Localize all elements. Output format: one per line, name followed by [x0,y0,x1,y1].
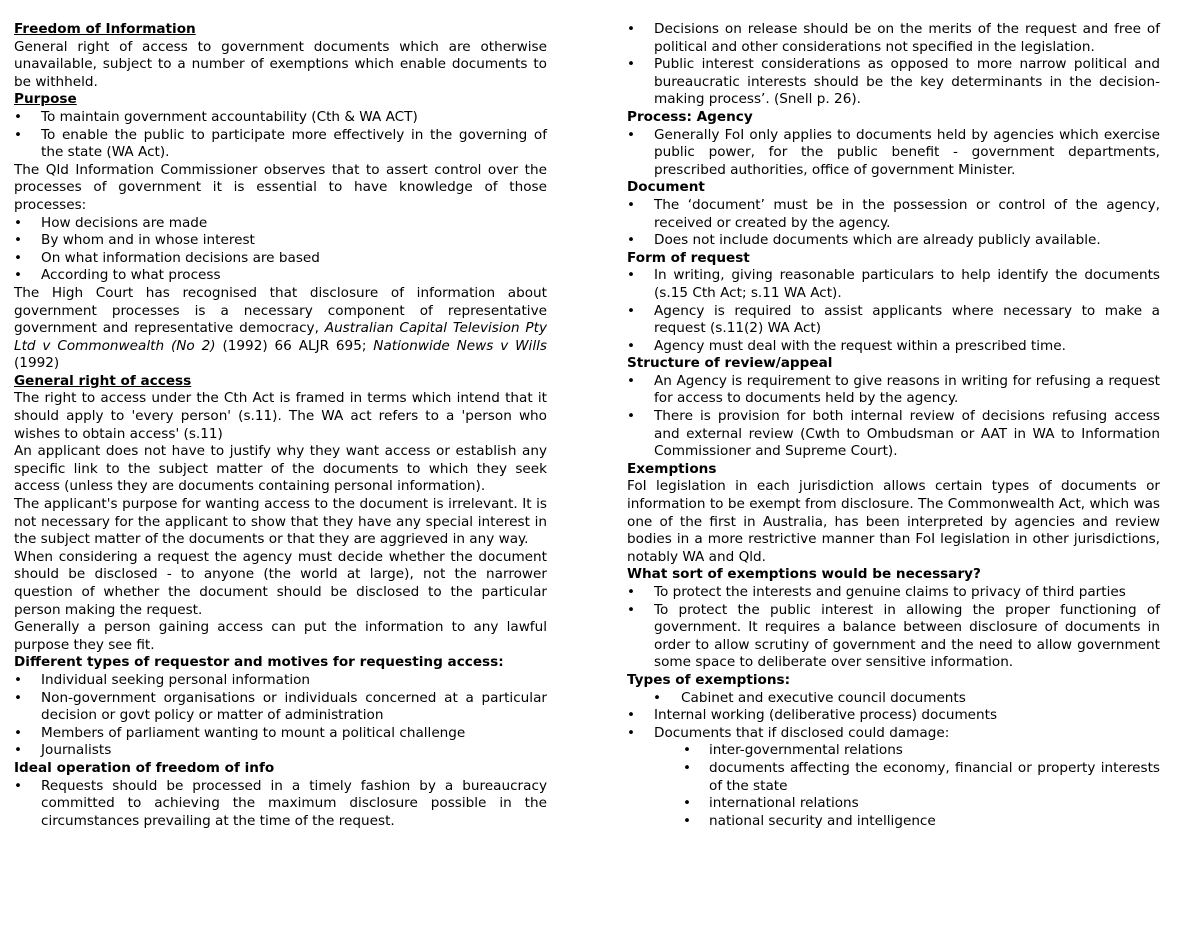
bullet-icon: • [683,812,692,829]
process-knowledge-list [14,215,547,285]
heading-exemptions: Exemptions [627,460,717,477]
agency-decision-paragraph: When considering a request the agency must decide whether the document should be disclosed - to anyone (the world at large), not the narrower question of whether the document should be disclosed to the particular person making the request. [14,548,547,618]
agency-list [627,127,1160,180]
list-item [627,267,1160,302]
list-item [14,267,547,285]
bullet-icon: • [627,408,636,425]
review-list [627,373,1160,461]
bullet-icon: • [627,196,636,213]
list-item-text: In writing, giving reasonable particulars to help identify the documents (s.15 Cth Act; s.11 WA Act). [654,267,1160,301]
ideal-operation-list-continued [627,21,1160,109]
list-item [14,742,547,760]
request-list [627,267,1160,355]
bullet-icon: • [14,742,23,759]
list-item [627,127,1160,180]
list-item [627,795,1160,813]
bullet-icon: • [683,795,692,812]
list-item [627,584,1160,602]
heading-purpose: Purpose [14,91,77,108]
bullet-icon: • [627,724,636,741]
list-item-text: Cabinet and executive council documents [681,689,966,706]
list-item-text: Agency must deal with the request within a prescribed time. [654,337,1066,354]
list-item-text: To enable the public to participate more effectively in the governing of the state (WA Act). [41,126,547,161]
bullet-icon: • [627,707,636,724]
citation-text: (1992) 66 ALJR 695; [215,337,374,354]
list-item [627,197,1160,232]
list-item [627,303,1160,338]
heading-document: Document [627,179,705,196]
list-item [627,373,1160,408]
case-citation: Nationwide News v Wills [373,337,547,354]
types-list [627,707,1160,742]
list-item [627,742,1160,760]
list-item [627,760,1160,795]
applicant-justify-paragraph: An applicant does not have to justify why they want access or establish any specific link to the subject matter of the documents to which they seek access (unless they are documents containing personal information). [14,443,547,495]
bullet-icon: • [14,777,23,794]
high-court-text: The High Court has recognised that disclosure of information about government processes is a necessary component of representative government and representative democracy, [14,284,547,337]
requestor-list [14,672,547,760]
heading-form-of-request: Form of request [627,249,750,266]
list-item-text: Requests should be processed in a timely fashion by a bureaucracy committed to achieving the maximum disclosure possible in the circumstances prevailing at the time of the request. [41,777,547,829]
heading-general-right-of-access: General right of access [14,372,192,389]
bullet-icon: • [683,759,692,776]
list-item-text: Documents that if disclosed could damage: [654,724,950,741]
case-citation: Australian Capital Television Pty Ltd v Commonwealth (No 2) [14,320,548,354]
list-item [14,215,547,233]
heading-necessary-exemptions: What sort of exemptions would be necessary? [627,566,981,583]
list-item-text: Members of parliament wanting to mount a political challenge [41,724,466,741]
exemptions-paragraph: FoI legislation in each jurisdiction allows certain types of documents or information to be exempt from disclosure. The Commonwealth Act, which was one of the first in Australia, has been interpreted by agencies and review bodies in a more restrictive manner than FoI legislation in other jurisdictions, notably WA and Qld. [627,478,1160,565]
list-item-text: To protect the public interest in allowing the proper functioning of government. It requires a balance between disclosure of documents in order to allow scrutiny of government and the need to allow government some space to deliberate over sensitive information. [654,601,1160,671]
list-item [627,408,1160,461]
list-item [14,778,547,831]
list-item-text: An Agency is requirement to give reasons in writing for refusing a request for access to documents held by the agency. [654,372,1160,407]
right-to-access-paragraph: The right to access under the Cth Act is framed in terms which intend that it should apply to 'every person' (s.11). The WA act refers to a 'person who wishes to obtain access' (s.11) [14,390,547,442]
bullet-icon: • [14,249,23,266]
list-item-text: On what information decisions are based [41,249,320,266]
bullet-icon: • [627,601,636,618]
heading-review-appeal: Structure of review/appeal [627,355,833,372]
list-item-text: To maintain government accountability (Cth & WA ACT) [41,108,418,125]
bullet-icon: • [14,126,23,143]
list-item [627,56,1160,109]
qld-commissioner-paragraph: The Qld Information Commissioner observes that to assert control over the processes of government it is essential to have knowledge of those processes: [14,161,547,213]
bullet-icon: • [683,742,692,759]
types-list-indented [627,690,1160,708]
bullet-icon: • [627,267,636,284]
heading-requestor-types: Different types of requestor and motives for requesting access: [14,654,504,671]
list-item [627,338,1160,356]
list-item-text: Internal working (deliberative process) documents [654,707,998,724]
heading-types-of-exemptions: Types of exemptions: [627,671,791,688]
list-item [14,672,547,690]
list-item-text: According to what process [41,267,221,284]
list-item [14,690,547,725]
list-item-text: national security and intelligence [709,812,936,829]
high-court-paragraph [14,285,547,373]
list-item [627,21,1160,56]
bullet-icon: • [627,232,636,249]
document-list [627,197,1160,250]
bullet-icon: • [627,56,636,73]
lawful-purpose-paragraph: Generally a person gaining access can put the information to any lawful purpose they see fit. [14,619,547,653]
bullet-icon: • [653,689,662,706]
applicant-purpose-paragraph: The applicant's purpose for wanting access to the document is irrelevant. It is not necessary for the applicant to show that they have any special interest in the subject matter of the documents or that they are aggrieved in any way. [14,496,547,548]
necessary-list [627,584,1160,672]
list-item-text: Generally FoI only applies to documents held by agencies which exercise public power, for the public benefit - government departments, prescribed authorities, office of government Minister. [654,126,1160,178]
list-item-text: inter-governmental relations [709,742,903,759]
bullet-icon: • [627,372,636,389]
list-item [627,813,1160,831]
bullet-icon: • [627,21,636,37]
list-item [14,127,547,162]
bullet-icon: • [14,108,23,125]
bullet-icon: • [14,724,23,741]
list-item [627,602,1160,672]
damage-list [627,742,1160,830]
list-item-text: By whom and in whose interest [41,232,255,249]
citation-text: (1992) [14,355,60,372]
heading-process-agency: Process: Agency [627,108,753,125]
left-column [14,21,547,830]
list-item-text: Does not include documents which are already publicly available. [654,232,1101,249]
list-item-text: Decisions on release should be on the merits of the request and free of political and other considerations not specified in the legislation. [654,21,1160,55]
bullet-icon: • [627,302,636,319]
list-item-text: Journalists [41,742,112,759]
list-item-text: documents affecting the economy, financial or property interests of the state [709,759,1160,794]
list-item [627,725,1160,743]
list-item [14,725,547,743]
heading-ideal-operation: Ideal operation of freedom of info [14,759,275,776]
bullet-icon: • [627,584,636,600]
list-item-text: international relations [709,795,859,812]
intro-paragraph: General right of access to government documents which are otherwise unavailable, subject to a number of exemptions which enable documents to be withheld. [14,38,547,90]
bullet-icon: • [14,267,23,284]
purpose-list [14,109,547,162]
list-item-text: Agency is required to assist applicants where necessary to make a request (s.11(2) WA Act) [654,302,1160,337]
list-item [14,232,547,250]
bullet-icon: • [627,337,636,354]
list-item [627,690,1160,708]
bullet-icon: • [627,126,636,143]
heading-freedom-of-information: Freedom of Information [14,21,196,37]
list-item [14,109,547,127]
ideal-operation-list [14,778,547,831]
list-item-text: There is provision for both internal review of decisions refusing access and external review (Cwth to Ombudsman or AAT in WA to Information Commissioner and Supreme Court). [654,408,1160,460]
list-item-text: Individual seeking personal information [41,671,311,688]
list-item-text: Non-government organisations or individuals concerned at a particular decision or govt policy or matter of administration [41,689,547,724]
bullet-icon: • [14,689,23,706]
list-item-text: Public interest considerations as opposed to more narrow political and bureaucratic interests should be the key determinants in the decision-making process’. (Snell p. 26). [654,56,1160,108]
list-item [627,707,1160,725]
list-item-text: How decisions are made [41,214,208,231]
right-column [627,21,1160,830]
bullet-icon: • [14,214,23,231]
list-item-text: The ‘document’ must be in the possession or control of the agency, received or created by the agency. [654,196,1160,231]
list-item [14,250,547,268]
bullet-icon: • [14,232,23,249]
list-item [627,232,1160,250]
bullet-icon: • [14,671,23,688]
list-item-text: To protect the interests and genuine claims to privacy of third parties [654,584,1126,600]
